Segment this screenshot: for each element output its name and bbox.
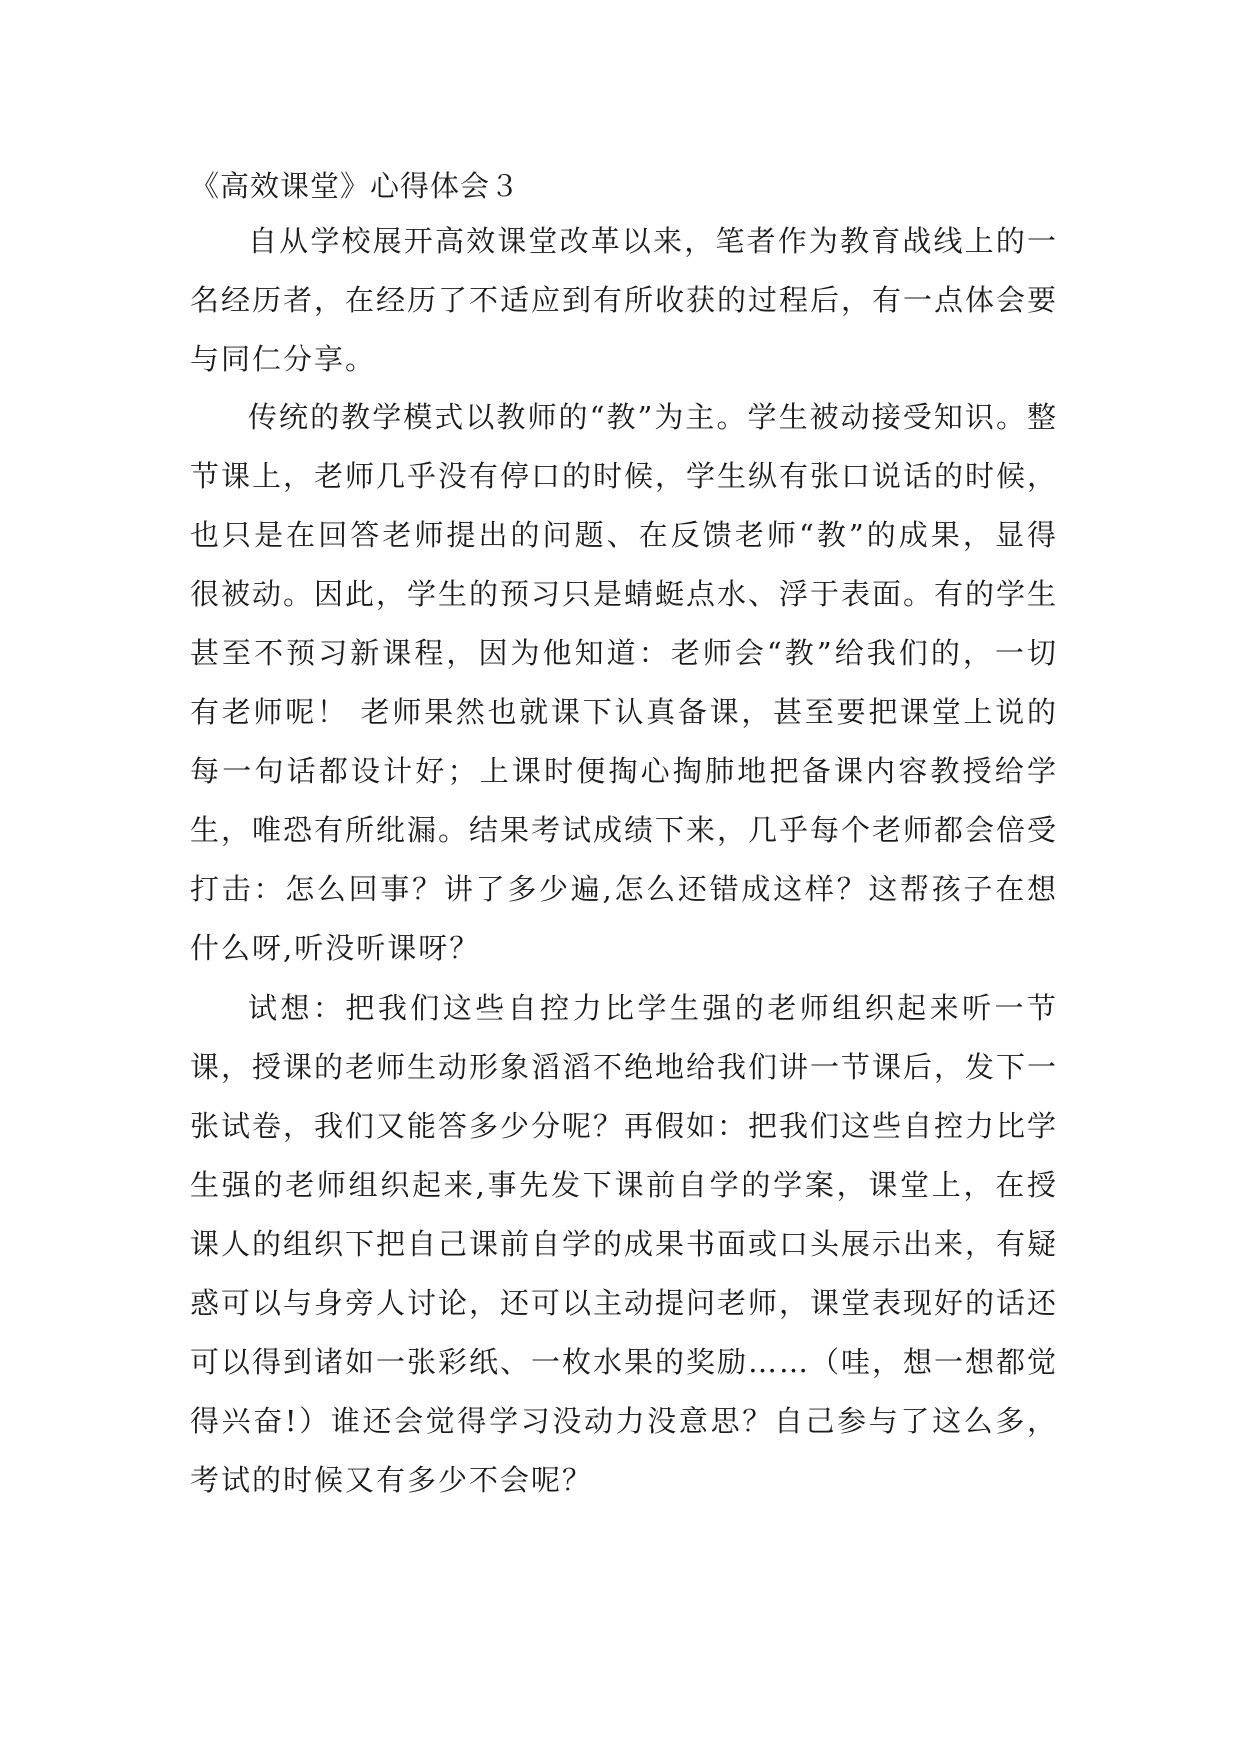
document-title: 《高效课堂》心得体会３ [190, 169, 521, 203]
paragraph-2: 传统的教学模式以教师的“教”为主。学生被动接受知识。整节课上，老师几乎没有停口的时候，学生纵有张口说话的时候，也只是在回答老师提出的问题、在反馈老师“教”的成果，显得很被动。因此，学生的预习只是蜻蜓点水、浮于表面。有的学生甚至不预习新课程，因为他知道：老师会“教”给我们的，一切有老师呢！ 老师果然也就课下认真备课，甚至要把课堂上说的每一句话都设计好；上课时便掏心掏肺地把备课内容教授给学生，唯恐有所纰漏。结果考试成绩下来，几乎每个老师都会倍受打击：怎么回事？讲了多少遍,怎么还错成这样？这帮孩子在想什么呀,听没听课呀？ [190, 400, 1059, 965]
paragraph-1: 自从学校展开高效课堂改革以来，笔者作为教育战线上的一名经历者，在经历了不适应到有所收获的过程后，有一点体会要与同仁分享。 [190, 224, 1059, 376]
paragraph-3: 试想：把我们这些自控力比学生强的老师组织起来听一节课，授课的老师生动形象滔滔不绝地给我们讲一节课后，发下一张试卷，我们又能答多少分呢？再假如：把我们这些自控力比学生强的老师组织起来,事先发下课前自学的学案，课堂上，在授课人的组织下把自己课前自学的成果书面或口头展示出来，有疑惑可以与身旁人讨论，还可以主动提问老师，课堂表现好的话还可以得到诸如一张彩纸、一枚水果的奖励……（哇，想一想都觉得兴奋!）谁还会觉得学习没动力没意思？自己参与了这么多，考试的时候又有多少不会呢？ [190, 991, 1059, 1497]
